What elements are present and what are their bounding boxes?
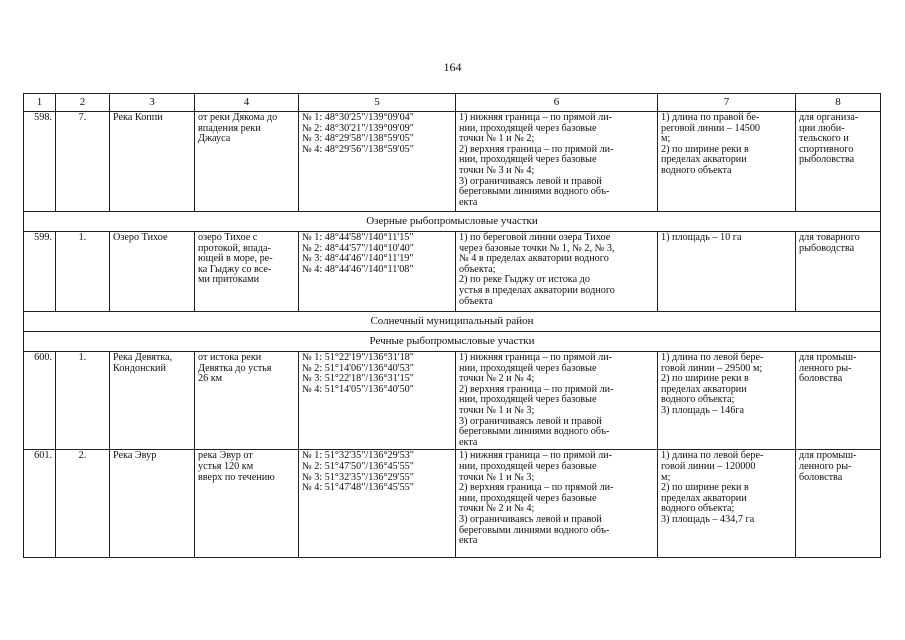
table-row	[24, 232, 881, 312]
location-description-line: впадения реки	[198, 122, 261, 134]
col-header: 2	[56, 94, 110, 112]
border-description-line: 3) ограничиваясь левой и правой	[459, 513, 602, 525]
area-size-line: реговой линии – 14500	[661, 122, 761, 134]
base-point-coordinates-line: № 4: 51°14'05"/136°40'50"	[302, 383, 414, 395]
water-body-name: Река Эвур	[110, 450, 195, 558]
purpose-line: боловства	[799, 471, 843, 483]
border-description-line: екта	[459, 535, 478, 547]
border-description-line: нии, проходящей через базовые	[459, 394, 597, 406]
purpose	[796, 352, 881, 450]
location-description	[195, 232, 299, 312]
border-description-line: 3) ограничиваясь левой и правой	[459, 175, 602, 187]
water-body-name: Река Коппи	[110, 112, 195, 212]
border-description-line: точки № 3 и № 4;	[459, 164, 535, 176]
area-size	[658, 352, 796, 450]
row-number: 600.	[24, 352, 56, 450]
border-description-line: точки № 1 и № 3;	[459, 471, 535, 483]
border-description-line: береговыми линиями водного объ-	[459, 426, 610, 438]
base-point-coordinates-line: № 3: 51°22'18"/136°31'15"	[302, 373, 414, 385]
border-description-line: 1) нижняя граница – по прямой ли-	[459, 450, 612, 462]
base-point-coordinates-line: № 1: 51°32'35"/136°29'53"	[302, 450, 414, 462]
location-description-line: от реки Дякома до	[198, 112, 278, 123]
border-description-line: 1) нижняя граница – по прямой ли-	[459, 112, 612, 123]
border-description	[456, 450, 658, 558]
border-description-line: точки № 1 и № 2;	[459, 133, 535, 145]
base-point-coordinates-line: № 1: 51°22'19"/136°31'18"	[302, 352, 414, 363]
border-description-line: нии, проходящей через базовые	[459, 492, 597, 504]
purpose-line: ции люби-	[799, 122, 845, 134]
base-point-coordinates	[299, 112, 456, 212]
area-size-line: 3) площадь – 434,7 га	[661, 513, 755, 525]
table-row	[24, 450, 881, 558]
border-description	[456, 232, 658, 312]
row-number: 599.	[24, 232, 56, 312]
section-header-row	[24, 332, 881, 352]
location-description-line: вверх по течению	[198, 471, 275, 483]
col-header: 4	[195, 94, 299, 112]
purpose-line: тельского и	[799, 133, 849, 145]
table-row	[24, 352, 881, 450]
base-point-coordinates	[299, 352, 456, 450]
border-description-line: точки № 2 и № 4;	[459, 373, 535, 385]
border-description-line: объекта;	[459, 263, 496, 275]
col-header: 8	[796, 94, 881, 112]
location-description-line: ми притоками	[198, 274, 260, 286]
col-header: 3	[110, 94, 195, 112]
location-description-line: от истока реки	[198, 352, 262, 363]
location-description-line: озеро Тихое с	[198, 232, 258, 243]
row-number: 598.	[24, 112, 56, 212]
border-description-line: екта	[459, 196, 478, 208]
border-description-line: через базовые точки № 1, № 2, № 3,	[459, 242, 615, 254]
border-description-line: береговыми линиями водного объ-	[459, 524, 610, 536]
base-point-coordinates-line: № 1: 48°44'58"/140°11'15"	[302, 232, 414, 243]
row-index: 1.	[56, 352, 110, 450]
area-size-line: 3) площадь – 146га	[661, 404, 745, 416]
border-description-line: екта	[459, 436, 478, 448]
row-index: 7.	[56, 112, 110, 212]
section-title: Речные рыбопромысловые участки	[24, 332, 881, 352]
area-size-line: говой линии – 120000	[661, 460, 756, 472]
area-size-line: 1) длина по левой бере-	[661, 352, 764, 363]
table-body	[24, 94, 881, 558]
row-number: 601.	[24, 450, 56, 558]
fishing-areas-table	[23, 93, 881, 558]
purpose	[796, 112, 881, 212]
base-point-coordinates-line: № 2: 48°30'21"/139°09'09"	[302, 122, 414, 134]
border-description	[456, 352, 658, 450]
purpose-line: для организа-	[799, 112, 859, 123]
location-description-line: устья 120 км	[198, 460, 254, 472]
base-point-coordinates-line: № 2: 51°14'06"/136°40'53"	[302, 362, 414, 374]
purpose-line: рыболовства	[799, 154, 855, 166]
purpose-line: для промыш-	[799, 352, 857, 363]
border-description-line: нии, проходящей через базовые	[459, 154, 597, 166]
area-size-line: 1) длина по правой бе-	[661, 112, 760, 123]
area-size-line: 2) по ширине реки в	[661, 143, 749, 155]
base-point-coordinates-line: № 4: 48°44'46"/140°11'08"	[302, 263, 414, 275]
location-description-line: ющей в море, ре-	[198, 253, 273, 265]
border-description-line: точки № 2 и № 4;	[459, 503, 535, 515]
base-point-coordinates-line: № 2: 48°44'57"/140°10'40"	[302, 242, 414, 254]
location-description-line: ка Гыджу со все-	[198, 263, 272, 275]
border-description-line: № 4 в пределах акватории водного	[459, 253, 609, 265]
section-title: Озерные рыбопромысловые участки	[24, 212, 881, 232]
base-point-coordinates	[299, 450, 456, 558]
location-description	[195, 450, 299, 558]
location-description-line: река Эвур от	[198, 450, 253, 462]
border-description-line: 2) по реке Гыджу от истока до	[459, 274, 590, 286]
purpose-line: спортивного	[799, 143, 854, 155]
area-size-line: пределах акватории	[661, 154, 747, 166]
area-size	[658, 112, 796, 212]
area-size	[658, 450, 796, 558]
location-description-line: Джауса	[198, 133, 231, 145]
base-point-coordinates-line: № 3: 51°32'35"/136°29'55"	[302, 471, 414, 483]
purpose-line: для товарного	[799, 232, 860, 243]
border-description-line: береговыми линиями водного объ-	[459, 186, 610, 198]
base-point-coordinates-line: № 3: 48°44'46"/140°11'19"	[302, 253, 414, 265]
area-size-line: м;	[661, 471, 671, 483]
area-size-line: пределах акватории	[661, 383, 747, 395]
row-index: 2.	[56, 450, 110, 558]
purpose	[796, 232, 881, 312]
purpose-line: боловства	[799, 373, 843, 385]
col-header: 7	[658, 94, 796, 112]
location-description	[195, 112, 299, 212]
col-header: 1	[24, 94, 56, 112]
border-description-line: нии, проходящей через базовые	[459, 460, 597, 472]
border-description-line: нии, проходящей через базовые	[459, 362, 597, 374]
table-row	[24, 112, 881, 212]
base-point-coordinates	[299, 232, 456, 312]
location-description-line: 26 км	[198, 373, 223, 385]
border-description-line: 2) верхняя граница – по прямой ли-	[459, 482, 614, 494]
border-description-line: 1) по береговой линии озера Тихое	[459, 232, 611, 243]
water-body-name: Река Девятка, Кондонский	[110, 352, 195, 450]
purpose-line: рыбоводства	[799, 242, 855, 254]
border-description-line: 1) нижняя граница – по прямой ли-	[459, 352, 612, 363]
border-description-line: устья в пределах акватории водного	[459, 284, 615, 296]
area-size-line: водного объекта;	[661, 503, 735, 515]
border-description-line: нии, проходящей через базовые	[459, 122, 597, 134]
border-description-line: 3) ограничиваясь левой и правой	[459, 415, 602, 427]
border-description-line: 2) верхняя граница – по прямой ли-	[459, 383, 614, 395]
area-size-line: м;	[661, 133, 671, 145]
area-size-line: пределах акватории	[661, 492, 747, 504]
row-index: 1.	[56, 232, 110, 312]
section-header-row	[24, 312, 881, 332]
water-body-name: Озеро Тихое	[110, 232, 195, 312]
base-point-coordinates-line: № 2: 51°47'50"/136°45'55"	[302, 460, 414, 472]
col-header: 6	[456, 94, 658, 112]
col-header: 5	[299, 94, 456, 112]
border-description-line: точки № 1 и № 3;	[459, 404, 535, 416]
area-size-line: водного объекта	[661, 164, 732, 176]
section-header-row	[24, 212, 881, 232]
border-description-line: 2) верхняя граница – по прямой ли-	[459, 143, 614, 155]
purpose-line: для промыш-	[799, 450, 857, 462]
area-size-line: 2) по ширине реки в	[661, 482, 749, 494]
column-number-header-row	[24, 94, 881, 112]
border-description	[456, 112, 658, 212]
area-size	[658, 232, 796, 312]
purpose	[796, 450, 881, 558]
location-description-line: Девятка до устья	[198, 362, 272, 374]
area-size-line: водного объекта;	[661, 394, 735, 406]
area-size-line: 1) длина по левой бере-	[661, 450, 764, 462]
page-number: 164	[443, 60, 462, 74]
location-description-line: протокой, впада-	[198, 242, 271, 254]
location-description	[195, 352, 299, 450]
section-title: Солнечный муниципальный район	[24, 312, 881, 332]
purpose-line: ленного ры-	[799, 460, 852, 472]
area-size-line: 1) площадь – 10 га	[661, 232, 742, 243]
area-size-line: говой линии – 29500 м;	[661, 362, 763, 374]
purpose-line: ленного ры-	[799, 362, 852, 374]
base-point-coordinates-line: № 3: 48°29'58"/138°59'05"	[302, 133, 414, 145]
border-description-line: объекта	[459, 295, 493, 307]
base-point-coordinates-line: № 1: 48°30'25"/139°09'04"	[302, 112, 414, 123]
base-point-coordinates-line: № 4: 48°29'56"/138°59'05"	[302, 143, 414, 155]
area-size-line: 2) по ширине реки в	[661, 373, 749, 385]
base-point-coordinates-line: № 4: 51°47'48"/136°45'55"	[302, 482, 414, 494]
